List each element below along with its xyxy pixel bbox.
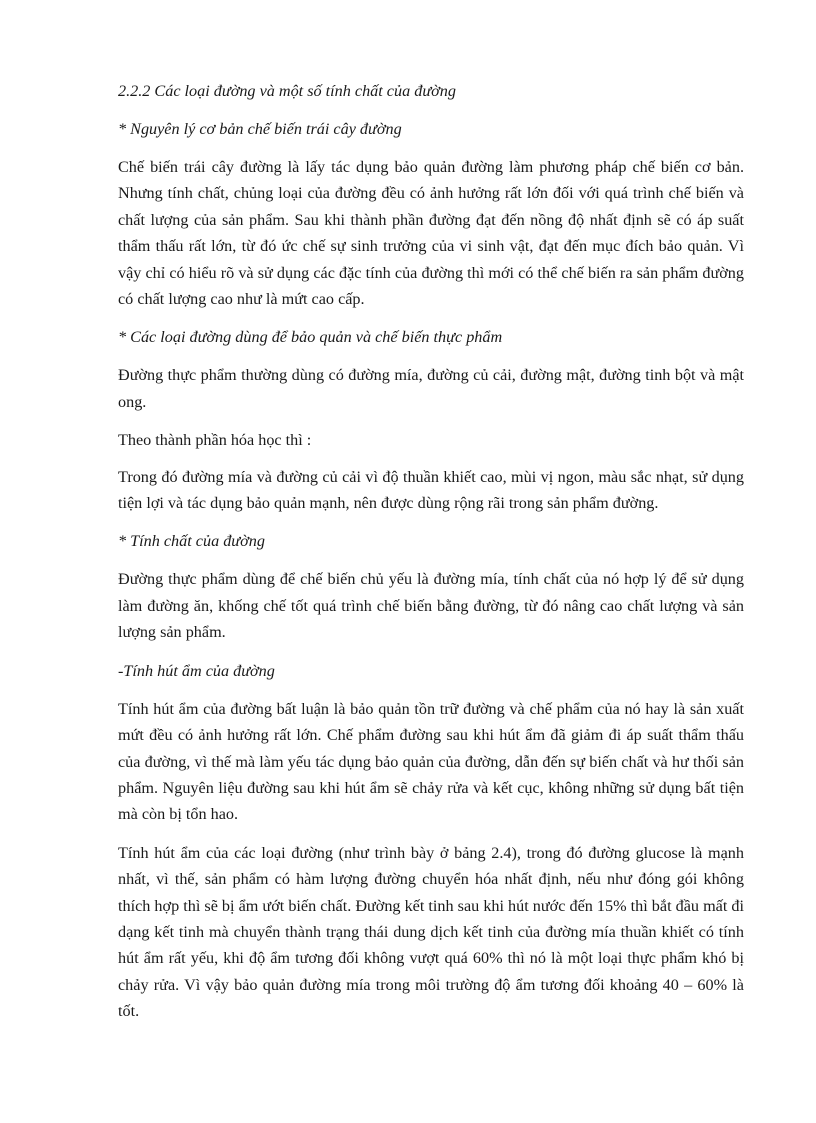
- document-page: [118, 78, 744, 1037]
- paragraph-properties: Đường thực phẩm dùng để chế biến chủ yếu là đường mía, tính chất của nó hợp lý để sử dụng làm đường ăn, khống chế tốt quá trình chế biến bằng đường, từ đó nâng cao chất lượng và sản lượng sản phẩm.: [118, 570, 744, 642]
- subheading-hygroscopicity: -Tính hút ẩm của đường: [118, 661, 275, 680]
- subheading-sugar-types: * Các loại đường dùng để bảo quản và chế biến thực phẩm: [118, 328, 503, 347]
- paragraph-sugar-types: Đường thực phẩm thường dùng có đường mía, đường củ cải, đường mật, đường tinh bột và mật ong.: [118, 366, 744, 411]
- paragraph-hygroscopicity-1: Tính hút ẩm của đường bất luận là bảo quản tồn trữ đường và chế phẩm của nó hay là sản xuất mứt đều có ảnh hưởng rất lớn. Chế phẩm đường sau khi hút ẩm đã giảm đi áp suất thẩm thấu của đường, vì thế mà làm yếu tác dụng bảo quản của đường, dẫn đến sự biến chất và hư thối sản phẩm. Nguyên liệu đường sau khi hút ẩm sẽ chảy rửa và kết cục, không những sử dụng bất tiện mà còn bị tổn hao.: [118, 699, 744, 824]
- section-title: 2.2.2 Các loại đường và một số tính chất của đường: [118, 82, 456, 100]
- paragraph-cane-beet: Trong đó đường mía và đường củ cải vì độ thuần khiết cao, mùi vị ngon, màu sắc nhạt, sử dụng tiện lợi và tác dụng bảo quản mạnh, nên được dùng rộng rãi trong sản phẩm đường.: [118, 467, 744, 513]
- paragraph-principle: Chế biến trái cây đường là lấy tác dụng bảo quản đường làm phương pháp chế biến cơ bản. Nhưng tính chất, chủng loại của đường đều có ảnh hưởng rất lớn đối với quá trình chế biến và chất lượng của sản phẩm. Sau khi thành phần đường đạt đến nồng độ nhất định sẽ có áp suất thẩm thấu rất lớn, từ đó ức chế sự sinh trưởng của vi sinh vật, đạt đến mục đích bảo quản. Vì vậy chỉ có hiểu rõ và sử dụng các đặc tính của đường thì mới có thể chế biến ra sản phẩm đường có chất lượng cao như là mứt cao cấp.: [118, 158, 744, 309]
- subheading-properties: * Tính chất của đường: [118, 532, 265, 551]
- paragraph-hygroscopicity-2: Tính hút ẩm của các loại đường (như trình bày ở bảng 2.4), trong đó đường glucose là mạnh nhất, vì thế, sản phẩm có hàm lượng đường chuyển hóa nhất định, nếu như đóng gói không thích hợp thì sẽ bị ẩm ướt biến chất. Đường kết tinh sau khi hút nước đến 15% thì bắt đầu mất đi dạng kết tinh mà chuyển thành trạng thái dung dịch kết tinh của đường mía thuần khiết có tính hút ẩm rất yếu, khi độ ẩm tương đối không vượt quá 60% thì nó là một loại thực phẩm khó bị chảy rửa. Vì vậy bảo quản đường mía trong môi trường độ ẩm tương đối khoảng 40 – 60% là tốt.: [118, 843, 744, 1021]
- paragraph-chemical-composition: Theo thành phần hóa học thì :: [118, 431, 312, 450]
- subheading-principle: * Nguyên lý cơ bản chế biến trái cây đường: [118, 120, 402, 138]
